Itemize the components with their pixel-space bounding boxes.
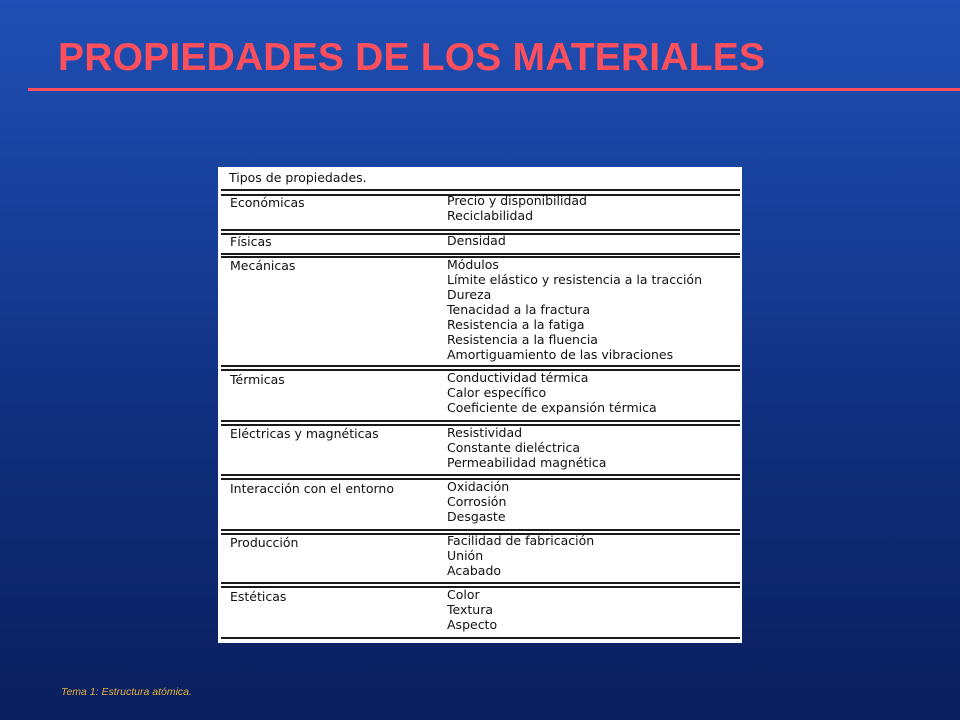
properties-table bbox=[218, 167, 742, 643]
property-item: Amortiguamiento de las vibraciones bbox=[447, 347, 674, 362]
table-rule bbox=[221, 189, 740, 191]
property-item: Constante dieléctrica bbox=[447, 440, 581, 455]
property-item: Acabado bbox=[447, 563, 502, 578]
table-rule bbox=[221, 365, 740, 367]
table-header: Tipos de propiedades. bbox=[229, 170, 367, 185]
property-list-economicas bbox=[447, 193, 587, 223]
property-item: Dureza bbox=[447, 287, 492, 302]
table-rule bbox=[221, 582, 740, 584]
property-item: Coeficiente de expansión térmica bbox=[447, 400, 657, 415]
table-rule bbox=[221, 253, 740, 255]
table-rule bbox=[221, 229, 740, 231]
property-list-electricas-magneticas bbox=[447, 425, 606, 470]
table-rule bbox=[221, 637, 740, 639]
property-item: Textura bbox=[447, 602, 494, 617]
property-item: Desgaste bbox=[447, 509, 506, 524]
property-list-esteticas bbox=[447, 587, 497, 632]
property-item: Permeabilidad magnética bbox=[447, 455, 607, 470]
table-rule bbox=[221, 474, 740, 476]
slide-title: PROPIEDADES DE LOS MATERIALES bbox=[58, 36, 766, 79]
table-rule bbox=[221, 529, 740, 531]
category-economicas: Económicas bbox=[230, 195, 305, 210]
property-item: Resistencia a la fluencia bbox=[447, 332, 598, 347]
category-interaccion-entorno: Interacción con el entorno bbox=[230, 481, 394, 496]
property-item: Densidad bbox=[447, 233, 506, 248]
property-item: Límite elástico y resistencia a la tracción bbox=[447, 272, 702, 287]
property-item: Oxidación bbox=[447, 479, 510, 494]
property-list-termicas bbox=[447, 370, 657, 415]
property-item: Tenacidad a la fractura bbox=[447, 302, 591, 317]
property-item: Calor específico bbox=[447, 385, 547, 400]
property-list-fisicas bbox=[447, 233, 506, 248]
category-produccion: Producción bbox=[230, 535, 299, 550]
property-item: Resistividad bbox=[447, 425, 523, 440]
property-item: Conductividad térmica bbox=[447, 370, 589, 385]
category-mecanicas: Mecánicas bbox=[230, 258, 296, 273]
property-item: Precio y disponibilidad bbox=[447, 193, 587, 208]
property-item: Facilidad de fabricación bbox=[447, 533, 595, 548]
property-list-interaccion-entorno bbox=[447, 479, 509, 524]
category-termicas: Térmicas bbox=[230, 372, 285, 387]
table-rule bbox=[221, 420, 740, 422]
category-esteticas: Estéticas bbox=[230, 589, 287, 604]
title-underline bbox=[28, 88, 960, 91]
property-item: Color bbox=[447, 587, 480, 602]
property-item: Módulos bbox=[447, 257, 499, 272]
category-electricas-magneticas: Eléctricas y magnéticas bbox=[230, 426, 379, 441]
property-item: Unión bbox=[447, 548, 484, 563]
property-list-mecanicas bbox=[447, 257, 702, 362]
property-item: Corrosión bbox=[447, 494, 507, 509]
property-item: Aspecto bbox=[447, 617, 498, 632]
property-item: Reciclabilidad bbox=[447, 208, 534, 223]
slide-footer: Tema 1: Estructura atómica. bbox=[61, 686, 192, 698]
property-item: Resistencia a la fatiga bbox=[447, 317, 585, 332]
category-fisicas: Físicas bbox=[230, 234, 272, 249]
property-list-produccion bbox=[447, 533, 594, 578]
